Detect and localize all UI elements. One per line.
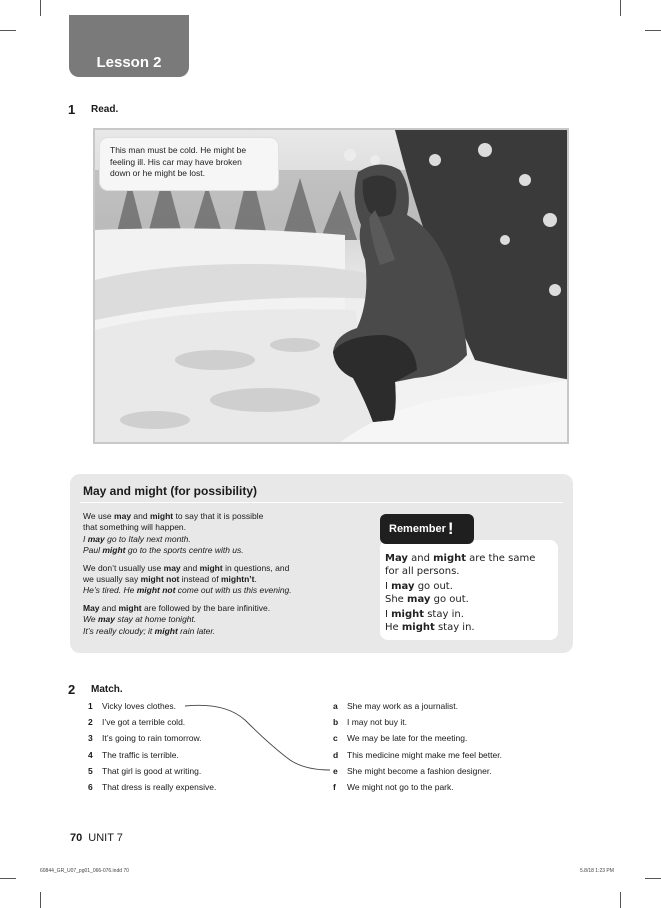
bold-text: might not xyxy=(136,585,176,596)
item-text: That girl is good at writing. xyxy=(102,765,202,776)
item-number: 3 xyxy=(88,733,93,744)
print-slug-left: 60844_GR_U07_pg01_066-076.indd 70 xyxy=(40,868,129,874)
text: for all persons. xyxy=(385,565,460,577)
bold-text: mightn’t xyxy=(220,574,255,585)
example: He’s tired. He xyxy=(83,585,137,596)
remember-label: Remember xyxy=(389,523,446,535)
text: . xyxy=(254,574,257,585)
item-text: It’s going to rain tomorrow. xyxy=(102,733,202,744)
item-letter: c xyxy=(333,733,338,744)
text: are the same xyxy=(466,553,536,564)
item-text: That dress is really expensive. xyxy=(102,782,217,793)
text: that something will happen. xyxy=(83,522,187,533)
item-text: We might not go to the park. xyxy=(347,782,454,793)
bubble-line: feeling ill. His car may have broken xyxy=(110,156,242,167)
item-number: 5 xyxy=(88,765,93,776)
bold-text: might xyxy=(391,609,425,620)
bubble-line: down or he might be lost. xyxy=(110,168,205,178)
item-text: We may be late for the meeting. xyxy=(347,733,468,744)
text: instead of xyxy=(179,574,221,585)
item-text: The traffic is terrible. xyxy=(102,749,179,760)
item-letter: e xyxy=(333,765,338,776)
bold-text: might xyxy=(149,511,174,521)
bold-text: might xyxy=(118,602,142,613)
bubble-line: This man must be cold. He might be xyxy=(110,145,247,155)
example: rain later. xyxy=(177,625,216,636)
page-number: 70 xyxy=(70,832,83,844)
item-letter: b xyxy=(333,717,339,728)
example: We xyxy=(83,614,98,625)
bold-text: may xyxy=(163,562,181,573)
bold-text: might xyxy=(102,545,126,556)
lesson-label: Lesson 2 xyxy=(96,54,162,71)
text: She xyxy=(385,593,408,605)
exercise-2-title: Match. xyxy=(91,684,123,695)
exclamation-icon: ! xyxy=(447,519,454,538)
example: come out with us this evening. xyxy=(175,585,292,596)
text: We don’t usually use xyxy=(83,562,164,573)
text: and xyxy=(99,602,119,613)
bold-text: might not xyxy=(140,574,180,585)
example: go to the sports centre with us. xyxy=(125,545,244,556)
bold-text: may xyxy=(87,533,105,544)
exercise-2-number: 2 xyxy=(68,682,76,697)
text: stay in. xyxy=(434,621,475,633)
item-letter: f xyxy=(333,782,336,793)
bold-text: might xyxy=(433,553,466,564)
text: are followed by the bare infinitive. xyxy=(141,602,271,613)
unit-label: UNIT 7 xyxy=(88,832,123,844)
item-text: Vicky loves clothes. xyxy=(102,701,177,712)
example: stay at home tonight. xyxy=(114,614,197,625)
exercise-1-number: 1 xyxy=(68,102,76,117)
text: I xyxy=(385,609,392,620)
bold-text: May xyxy=(385,553,408,564)
text: go out. xyxy=(430,593,469,605)
example: Paul xyxy=(83,545,103,556)
text: go out. xyxy=(414,581,453,592)
text: and xyxy=(180,562,200,573)
text: and xyxy=(131,511,150,521)
text: to say that it is possible xyxy=(173,511,264,521)
bold-text: might xyxy=(154,625,178,636)
print-slug-right: 5.8/18 1:23 PM xyxy=(580,868,614,874)
text: in questions, and xyxy=(222,562,290,573)
item-number: 6 xyxy=(88,782,93,793)
bold-text: might xyxy=(401,621,435,633)
bold-text: May xyxy=(83,602,100,613)
bold-text: may xyxy=(407,593,431,605)
grammar-title: May and might (for possibility) xyxy=(83,484,258,498)
bold-text: might xyxy=(199,562,223,573)
example: It’s really cloudy; it xyxy=(83,625,155,636)
text: We use xyxy=(83,511,115,521)
item-number: 4 xyxy=(88,749,93,760)
item-text: She might become a fashion designer. xyxy=(347,765,492,776)
bold-text: may xyxy=(97,614,115,625)
bold-text: may xyxy=(114,511,132,521)
item-number: 2 xyxy=(88,717,93,728)
text: I xyxy=(385,581,392,592)
item-number: 1 xyxy=(88,701,93,712)
text: stay in. xyxy=(424,609,464,620)
text: He xyxy=(385,621,402,633)
example: go to Italy next month. xyxy=(104,533,191,544)
item-text: She may work as a journalist. xyxy=(347,701,459,712)
bold-text: may xyxy=(391,581,415,592)
item-letter: d xyxy=(333,749,339,760)
item-text: I’ve got a terrible cold. xyxy=(102,717,186,728)
example: I xyxy=(83,533,88,544)
item-letter: a xyxy=(333,701,338,712)
item-text: I may not buy it. xyxy=(347,717,407,728)
item-text: This medicine might make me feel better. xyxy=(347,749,502,760)
text: and xyxy=(407,553,434,564)
exercise-1-title: Read. xyxy=(91,104,119,115)
page-footer xyxy=(70,832,123,844)
text: we usually say xyxy=(83,574,141,585)
